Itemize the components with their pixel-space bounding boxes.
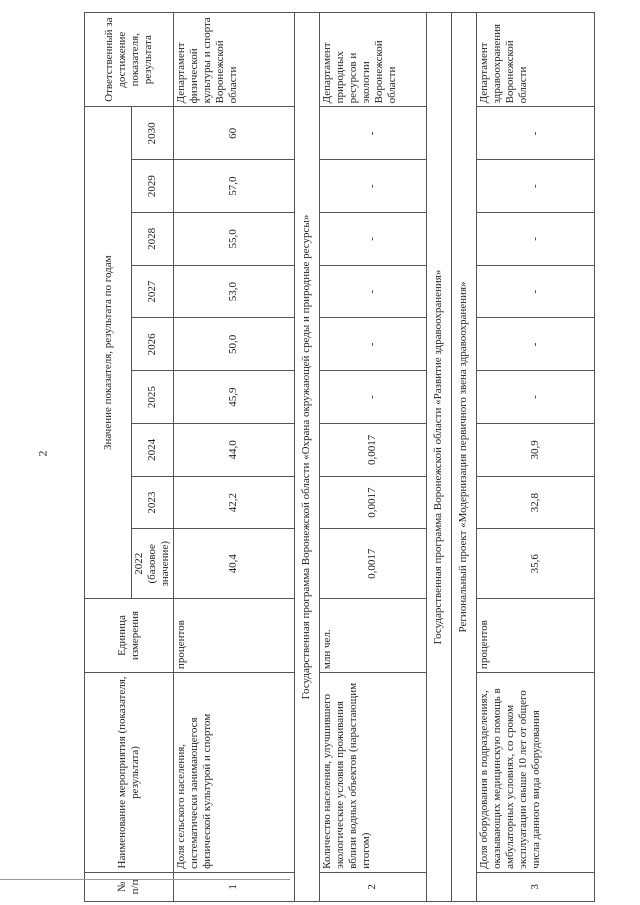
row-value: 53,0 [173, 265, 294, 318]
section-title: Государственная программа Воронежской области «Охрана окружающей среды и природные ресурсы» [294, 13, 319, 902]
header-row [85, 13, 132, 902]
row-value: - [319, 107, 426, 160]
row-value: 0,0017 [319, 529, 426, 599]
table-row [319, 13, 426, 902]
row-value: 40,4 [173, 529, 294, 599]
row-value: 45,9 [173, 371, 294, 424]
row-responsible: Департамент физической культуры и спорта Воронежской области [173, 13, 294, 107]
row-value: 35,6 [476, 529, 594, 599]
year-2029: 2029 [132, 160, 174, 213]
section-title: Государственная программа Воронежской области «Развитие здравоохранения» [426, 13, 451, 902]
header-unit: Единица измерения [85, 599, 174, 673]
year-2024: 2024 [132, 423, 174, 476]
row-value: 60 [173, 107, 294, 160]
row-num: 3 [476, 872, 594, 901]
row-value: - [319, 160, 426, 213]
row-value: 0,0017 [319, 476, 426, 529]
header-responsible: Ответственный за достижение показателя, результата [85, 13, 174, 107]
rotated-table-container [84, 12, 584, 902]
section-row [294, 13, 319, 902]
row-name: Количество населения, улучшившего экологические условия проживания вблизи водных объектов (нарастающим итогом) [319, 673, 426, 873]
year-2027: 2027 [132, 265, 174, 318]
table-row [476, 13, 594, 902]
indicators-table [84, 12, 595, 902]
row-unit: процентов [173, 599, 294, 673]
row-unit: процентов [476, 599, 594, 673]
row-value: 50,0 [173, 318, 294, 371]
row-value: - [476, 265, 594, 318]
section-title: Региональный проект «Модернизация первичного звена здравоохранения» [451, 13, 476, 902]
table-row [173, 13, 294, 902]
row-value: - [476, 371, 594, 424]
section-row [451, 13, 476, 902]
row-value: - [476, 318, 594, 371]
row-unit: млн чел. [319, 599, 426, 673]
row-num: 2 [319, 872, 426, 901]
row-value: - [319, 318, 426, 371]
row-value: - [319, 213, 426, 266]
row-value: - [476, 107, 594, 160]
row-name: Доля оборудования в подразделениях, оказывающих медицинскую помощь в амбулаторных условиях, со сроком эксплуатации свыше 10 лет от общего числа данного вида оборудования [476, 673, 594, 873]
header-num: № п/п [85, 872, 174, 901]
row-value: - [476, 213, 594, 266]
page-number: 2 [35, 450, 50, 457]
year-2026: 2026 [132, 318, 174, 371]
footer-divider [0, 879, 290, 880]
row-responsible: Департамент природных ресурсов и экологии Воронежской области [319, 13, 426, 107]
year-2028: 2028 [132, 213, 174, 266]
year-2022: 2022 (базовое значение) [132, 529, 174, 599]
section-row [426, 13, 451, 902]
header-name: Наименование мероприятия (показателя, результата) [85, 673, 174, 873]
row-value: 42,2 [173, 476, 294, 529]
row-value: 55,0 [173, 213, 294, 266]
row-value: - [476, 160, 594, 213]
row-responsible: Департамент здравоохранения Воронежской области [476, 13, 594, 107]
year-2030: 2030 [132, 107, 174, 160]
row-num: 1 [173, 872, 294, 901]
row-value: - [319, 265, 426, 318]
year-2023: 2023 [132, 476, 174, 529]
row-name: Доля сельского населения, систематически занимающегося физической культурой и спортом [173, 673, 294, 873]
row-value: 0,0017 [319, 423, 426, 476]
header-values-title: Значение показателя, результата по годам [85, 107, 132, 599]
row-value: 32,8 [476, 476, 594, 529]
row-value: - [319, 371, 426, 424]
row-value: 57,0 [173, 160, 294, 213]
row-value: 30,9 [476, 423, 594, 476]
row-value: 44,0 [173, 423, 294, 476]
year-2025: 2025 [132, 371, 174, 424]
